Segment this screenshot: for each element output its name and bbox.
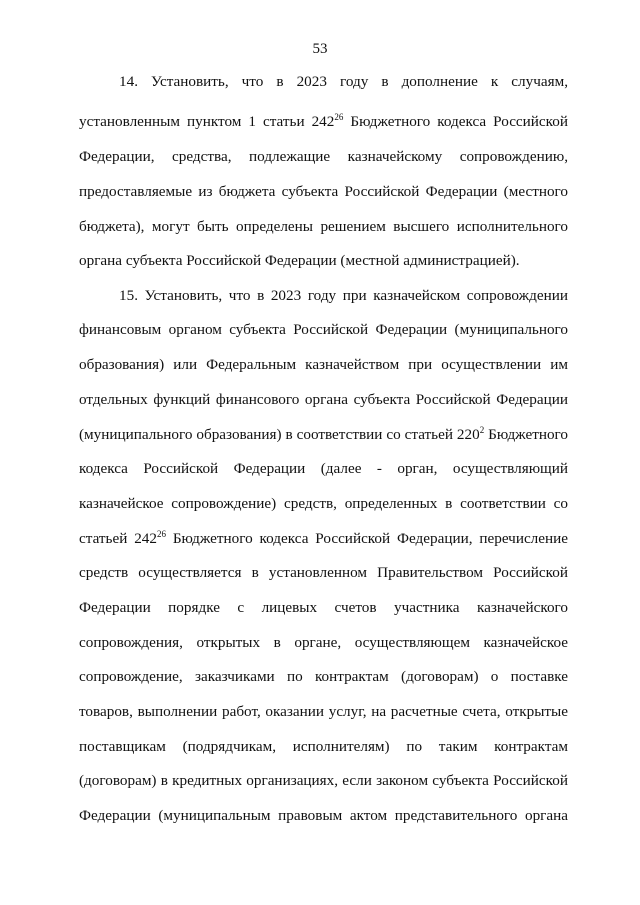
- text-line: установленным пунктом 1 статьи $242^{26}$ Бюджетного кодекса Российской: [79, 112, 568, 130]
- text-line: товаров, выполнении работ, оказании услуг, на расчетные счета, открытые: [79, 703, 568, 720]
- text-line: органа субъекта Российской Федерации (местной администрацией).: [79, 252, 520, 269]
- text-line: поставщикам (подрядчикам, исполнителям) по таким контрактам: [79, 738, 568, 755]
- text-line: Федерации (муниципальным правовым актом представительного органа: [79, 807, 568, 824]
- text-line: статьей $242^{26}$ Бюджетного кодекса Российской Федерации, перечисление: [79, 529, 569, 547]
- text-line: отдельных функций финансового органа субъекта Российской Федерации: [79, 391, 568, 408]
- text-line: казначейское сопровождение) средств, определенных в соответствии со: [79, 495, 568, 512]
- text-line: бюджета), могут быть определены решением высшего исполнительного: [79, 218, 568, 235]
- text-line: средств осуществляется в установленном Правительством Российской: [79, 564, 568, 581]
- text-line: 14. Установить, что в 2023 году в дополнение к случаям,: [119, 73, 568, 90]
- text-line: сопровождения, открытых в органе, осуществляющем казначейское: [79, 634, 568, 651]
- text-line: Федерации порядке с лицевых счетов участника казначейского: [79, 599, 568, 616]
- text-line: финансовым органом субъекта Российской Федерации (муниципального: [79, 321, 568, 338]
- text-line: (муниципального образования) в соответствии со статьей $220^2$ Бюджетного: [79, 425, 569, 443]
- text-line: (договорам) в кредитных организациях, если законом субъекта Российской: [79, 772, 568, 789]
- page-number: 53: [312, 41, 328, 57]
- text-line: Федерации, средства, подлежащие казначейскому сопровождению,: [79, 148, 568, 165]
- text-line: сопровождение, заказчиками по контрактам (договорам) о поставке: [79, 668, 568, 685]
- text-line: образования) или Федеральным казначейством при осуществлении им: [79, 356, 568, 373]
- text-line: кодекса Российской Федерации (далее - орган, осуществляющий: [79, 460, 568, 477]
- text-line: предоставляемые из бюджета субъекта Российской Федерации (местного: [79, 183, 568, 200]
- text-line: 15. Установить, что в 2023 году при казначейском сопровождении: [119, 287, 568, 304]
